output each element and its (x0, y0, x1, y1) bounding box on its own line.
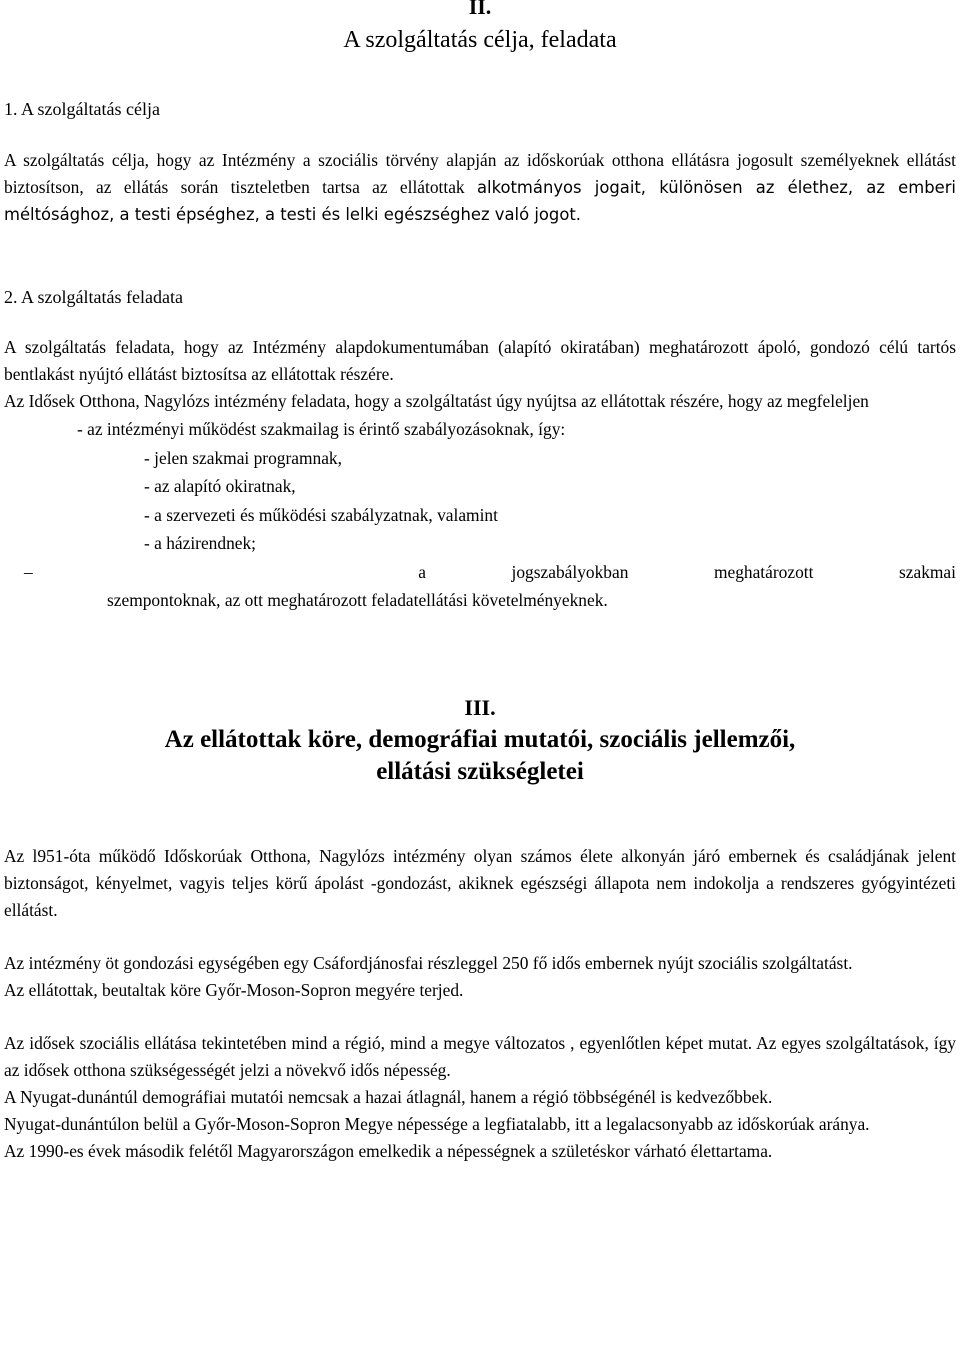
paragraph: Az 1990-es évek második felétől Magyarországon emelkedik a népességnek a születéskor várható élettartama. (4, 1140, 773, 1161)
list-item: - a szervezeti és működési szabályzatnak, valamint (144, 504, 498, 525)
dash-word: jogszabályokban (511, 561, 629, 582)
section-title: A szolgáltatás célja, feladata (343, 27, 617, 53)
paragraph: Az l951-óta működő Időskorúak Otthona, Nagylózs intézmény olyan számos élete alkonyán járó embernek és családjának jelent biztonságot, kényelmet, vagyis teljes körű ápolást -gondozást, akiknek egészségi állapota nem indokolja a rendszeres gyógyintézeti ellátást. (4, 845, 956, 920)
paragraph (4, 147, 956, 228)
dash-list-item (4, 558, 956, 586)
list-item: - az intézményi működést szakmailag is érintő szabályozásoknak, így: (77, 419, 566, 439)
dash-word: meghatározott (713, 561, 814, 582)
paragraph: Az ellátottak, beutaltak köre Győr-Moson-Sopron megyére terjed. (4, 979, 464, 1000)
section-number: III. (464, 694, 496, 720)
list-item: - a házirendnek; (144, 533, 257, 553)
section-title: ellátási szükségletei (376, 757, 584, 785)
paragraph: Az Idősek Otthona, Nagylózs intézmény feladata, hogy a szolgáltatást úgy nyújtsa az ellátottak részére, hogy az megfeleljen (4, 391, 869, 411)
section-title: Az ellátottak köre, demográfiai mutatói, szociális jellemzői, (164, 725, 796, 753)
dash-word: szakmai (898, 561, 956, 582)
paragraph: A Nyugat-dunántúl demográfiai mutatói nemcsak a hazai átlagnál, hanem a régió többségénél is kedvezőbbek. (4, 1086, 773, 1107)
section-3-heading (4, 696, 956, 788)
paragraph: Az intézmény öt gondozási egységében egy Csáfordjánosfai részleggel 250 fő idős embernek nyújt szociális szolgáltatást. (4, 952, 853, 973)
dash-word: a (418, 561, 426, 582)
subsection-title: 1. A szolgáltatás célja (4, 99, 160, 119)
paragraph: Nyugat-dunántúlon belül a Győr-Moson-Sopron Megye népessége a legfiatalabb, itt a legalacsonyabb az időskorúak aránya. (4, 1113, 870, 1134)
list-item: - az alapító okiratnak, (144, 476, 296, 496)
dash-list-continuation: szempontoknak, az ott meghatározott feladatellátási követelményeknek. (107, 589, 608, 610)
subsection-title: 2. A szolgáltatás feladata (4, 287, 183, 307)
paragraph: A szolgáltatás feladata, hogy az Intézmény alapdokumentumában (alapító okiratában) meghatározott ápoló, gondozó célú tartós bentlakást nyújtó ellátást biztosítsa az ellátottak részére. (4, 337, 956, 384)
dash-word: – (24, 561, 33, 582)
paragraph: Az idősek szociális ellátása tekintetében mind a régió, mind a megye változatos , egyenlőtlen képet mutat. Az egyes szolgáltatások, így az idősek otthona szükségességét jelzi a növekvő idős népesség. (4, 1032, 956, 1080)
section-number: II. (468, 0, 492, 19)
section-2-heading (4, 0, 956, 55)
paragraph-text: alkotmányos jogait, különösen az élethez, az emberi méltósághoz, a testi épséghez, a testi és lelki egészséghez való jogot. (4, 178, 956, 224)
paragraph-text: A szolgáltatás célja, hogy az Intézmény a szociális törvény alapján az időskorúak otthona ellátásra jogosult személyeknek ellátást biztosítson, az ellátás során tiszteletben tartsa az ellátottak (4, 150, 956, 197)
list-item: - jelen szakmai programnak, (144, 447, 342, 468)
